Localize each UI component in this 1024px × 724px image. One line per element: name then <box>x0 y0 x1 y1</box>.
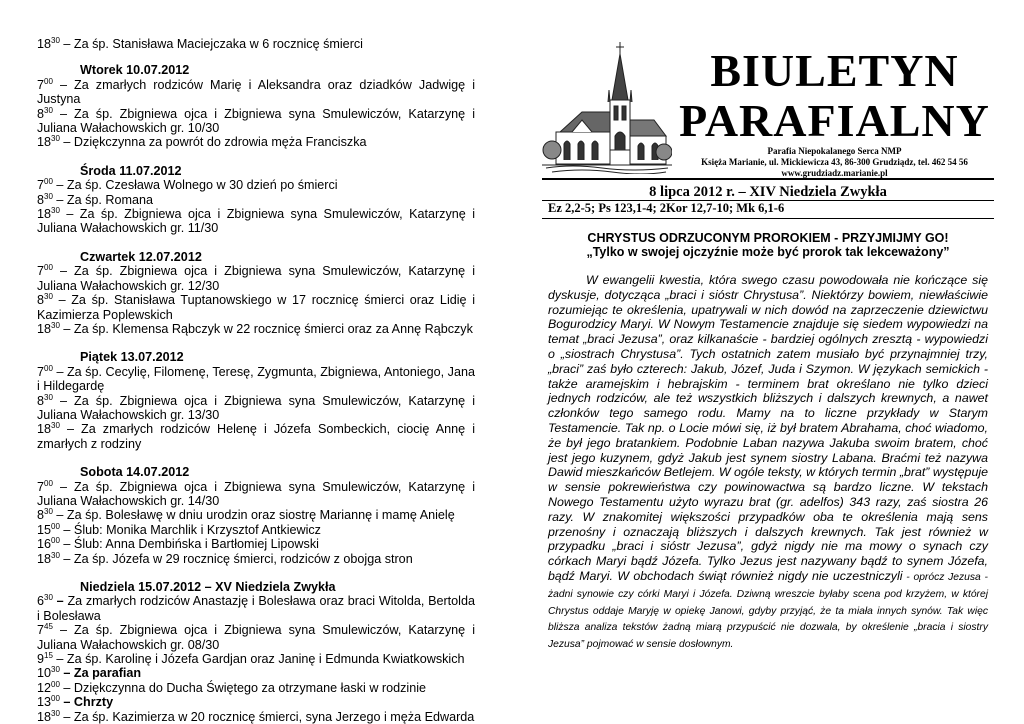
intention-entry: $8^{30}$ – Za śp. Zbigniewa ojca i Zbigniewa syna Smulewiczów, Katarzynę i Juliana Wałachowskich gr. 13/30 <box>37 392 475 422</box>
intention-entry: $8^{30}$ – Za śp. Bolesławę w dniu urodzin oraz siostrę Mariannę i mamę Anielę <box>37 507 455 523</box>
intention-entry: $16^{00}$ – Ślub: Anna Dembińska i Bartłomiej Lipowski <box>37 536 319 552</box>
intention-entry: $7^{00}$ – Za śp. Czesława Wolnego w 30 dzień po śmierci <box>37 177 338 193</box>
intention-entry: $18^{30}$ – Za śp. Józefa w 29 rocznicę śmierci, rodziców z obojga stron <box>37 550 413 566</box>
intention-entry: $7^{00}$ – Za śp. Zbigniewa ojca i Zbigniewa syna Smulewiczów, Katarzynę i Juliana Wałachowskich gr. 12/30 <box>37 263 475 293</box>
intention-entry: $6^{30}$ – Za zmarłych rodziców Anastazję i Bolesława oraz braci Witolda, Bertolda i Bolesława <box>37 593 475 623</box>
day-heading: Wtorek 10.07.2012 <box>80 63 190 78</box>
intention-entry: $7^{00}$ – Za śp. Zbigniewa ojca i Zbigniewa syna Smulewiczów, Katarzynę i Juliana Wałachowskich gr. 14/30 <box>37 478 475 508</box>
article-header <box>542 231 994 259</box>
intention-entry: $7^{00}$ – Za zmarłych rodziców Marię i Aleksandra oraz dziadków Jadwigę i Justyna <box>37 76 475 107</box>
liturgical-readings: Ez 2,2-5; Ps 123,1-4; 2Kor 12,7-10; Mk 6,1-6 <box>548 201 785 215</box>
divider <box>542 178 994 180</box>
day-heading: Środa 11.07.2012 <box>80 163 182 178</box>
article-subheadline: „Tylko w swojej ojczyźnie może być prorok tak lekceważony” <box>586 245 950 259</box>
issue-date: 8 lipca 2012 r. – XIV Niedziela Zwykła <box>649 184 887 200</box>
masthead-title-2: PARAFIALNY <box>679 95 990 146</box>
parish-name: Parafia Niepokalanego Serca NMP <box>767 146 902 156</box>
church-illustration <box>542 40 672 174</box>
intention-entry: $18^{30}$ – Dziękczynna za powrót do zdrowia męża Franciszka <box>37 134 367 150</box>
intention-entry: $7^{00}$ – Za śp. Cecylię, Filomenę, Teresę, Zygmunta, Zbigniewa, Antoniego, Jana i Hildegardę <box>37 363 475 394</box>
intention-entry: $10^{30}$ – Za parafian <box>37 665 142 681</box>
day-heading: Piątek 13.07.2012 <box>80 350 184 365</box>
masthead <box>675 46 994 179</box>
article-body <box>548 273 988 653</box>
article-paragraph-small: - oprócz Jezusa - żadni synowie czy córki Maryi i Józefa. Dziwną wreszcie byłaby scena pod krzyżem, w której Chrystus oddaje Maryję w opiekę Janowi, gdyby przyjąć, że ta miała innych synów. Tak więc bliższa analiza tekstów żadną miarą przypuścić nie dozwala, by określenie „bracia i siostry Jezusa” pojmować w sensie dosłownym. <box>548 571 988 651</box>
day-heading: Niedziela 15.07.2012 – XV Niedziela Zwykła <box>80 580 336 594</box>
intention-entry: $8^{30}$ – Za śp. Romana <box>37 191 154 207</box>
intention-entry: $12^{00}$ – Dziękczynna do Ducha Świętego za otrzymane łaski w rodzinie <box>37 679 427 695</box>
intention-entry: $18^{30}$ – Za zmarłych rodziców Helenę i Józefa Sombeckich, ciocię Annę i zmarłych z rodziny <box>37 421 475 451</box>
article-headline: CHRYSTUS ODRZUCONYM PROROKIEM - PRZYJMIJMY GO! <box>587 231 949 245</box>
intention-entry: $18^{30}$ – Za śp. Klemensa Rąbczyk w 22 rocznicę śmierci oraz za Annę Rąbczyk <box>37 320 473 336</box>
day-heading: Czwartek 12.07.2012 <box>80 249 202 264</box>
intention-entry: $15^{00}$ – Ślub: Monika Marchlik i Krzysztof Antkiewicz <box>37 521 321 537</box>
intro-entry: $18^{30}$ – Za śp. Stanisława Maciejczaka w 6 rocznicę śmierci <box>37 35 363 51</box>
parish-website: www.grudziadz.marianie.pl <box>781 168 888 178</box>
divider <box>542 218 994 219</box>
day-heading: Sobota 14.07.2012 <box>80 465 190 480</box>
intention-entry: $18^{30}$ – Za śp. Kazimierza w 20 rocznicę śmierci, syna Jerzego i męża Edwarda <box>37 708 475 724</box>
article-paragraph: W ewangelii kwestia, która swego czasu powodowała nie kończące się dyskusje, dotycząca „braci i sióstr Chrystusa”. Niektórzy bowiem, niewłaściwie rozumiejąc te określenia, upatrywali w nich dowód na zaprzeczenie dziewictwu Bogurodzicy Maryi. W Nowym Testamencie znajduje się siedem wypowiedzi na temat „braci Jezusa”, oraz kilkanaście - bardziej ogólnych zresztą - wypowiedzi o „siostrach Chrystusa”. Tych ostatnich zatem musiało być przynajmniej trzy, „braci” zaś było czterech: Jakub, Józef, Juda i Szymon. W językach semickich - także aramejskim i hebrajskim - terminem brat określano nie tylko dzieci jednych rodziców, ale też wszystkich bliższych i dalszych krewnych, a nawet członków tego samego rodu. Mamy na to liczne przykłady w Starym Testamencie. Tak np. o Locie mówi się, iż był bratem Abrahama, choć wiadomo, że był jego bratankiem. Podobnie Laban nazywa Jakuba swoim bratem, choć jest jego kuzynem, gdyż Jakub jest synem siostry Labana. Braćmi też nazywa Dawid mieszkańców Betlejem. W ogóle teksty, w których termin „brat” występuje w sensie pokrewieństwa czy powinowactwa są bardzo liczne. W tekstach Nowego Testamentu użyto wyrazu brat (gr. adelfos) 343 razy, zaś siostra 26 razy. W znakomitej większości przypadków oba te określenia mają sens przenośny i oznaczają bliższych i dalszych krewnych. Tak jest również w przypadku „braci i sióstr Jezusa”, gdyż nigdy nie ma mowy o synach czy córkach Maryi bądź Józefa. Tylko Jezus jest nazywany bądź to synem Józefa, bądź Maryi. W obchodach świąt również nigdy nie uczestniczyli - oprócz Jezusa - żadni synowie czy córki Maryi i Józefa. Dziwną wreszcie byłaby scena pod krzyżem, w której Chrystus oddaje Maryję w opiekę Janowi, gdyby przyjąć, że ta miała innych synów. Tak więc bliższa analiza tekstów żadną miarą przypuścić nie dozwala, by określenie „bracia i siostry Jezusa” pojmować w sensie dosłownym. <box>548 273 988 651</box>
mass-intentions-column <box>37 37 475 724</box>
parish-address: Księża Marianie, ul. Mickiewicza 43, 86-300 Grudziądz, tel. 462 54 56 <box>701 157 968 167</box>
intention-entry: $9^{15}$ – Za śp. Karolinę i Józefa Gardjan oraz Janinę i Edmunda Kwiatkowskich <box>37 650 465 667</box>
intention-entry: $13^{00}$ – Chrzty <box>37 694 114 710</box>
intention-entry: $7^{45}$ – Za śp. Zbigniewa ojca i Zbigniewa syna Smulewiczów, Katarzynę i Juliana Wałachowskich gr. 08/30 <box>37 622 475 652</box>
intention-entry: $8^{30}$ – Za śp. Stanisława Tuptanowskiego w 17 rocznicę śmierci oraz Lidię i Kazimierza Poplewskich <box>37 291 475 322</box>
intention-entry: $8^{30}$ – Za śp. Zbigniewa ojca i Zbigniewa syna Smulewiczów, Katarzynę i Juliana Wałachowskich gr. 10/30 <box>37 105 475 136</box>
masthead-title-1: BIULETYN <box>710 45 959 96</box>
intention-entry: $18^{30}$ – Za śp. Zbigniewa ojca i Zbigniewa syna Smulewiczów, Katarzynę i Juliana Wałachowskich gr. 11/30 <box>37 205 475 236</box>
